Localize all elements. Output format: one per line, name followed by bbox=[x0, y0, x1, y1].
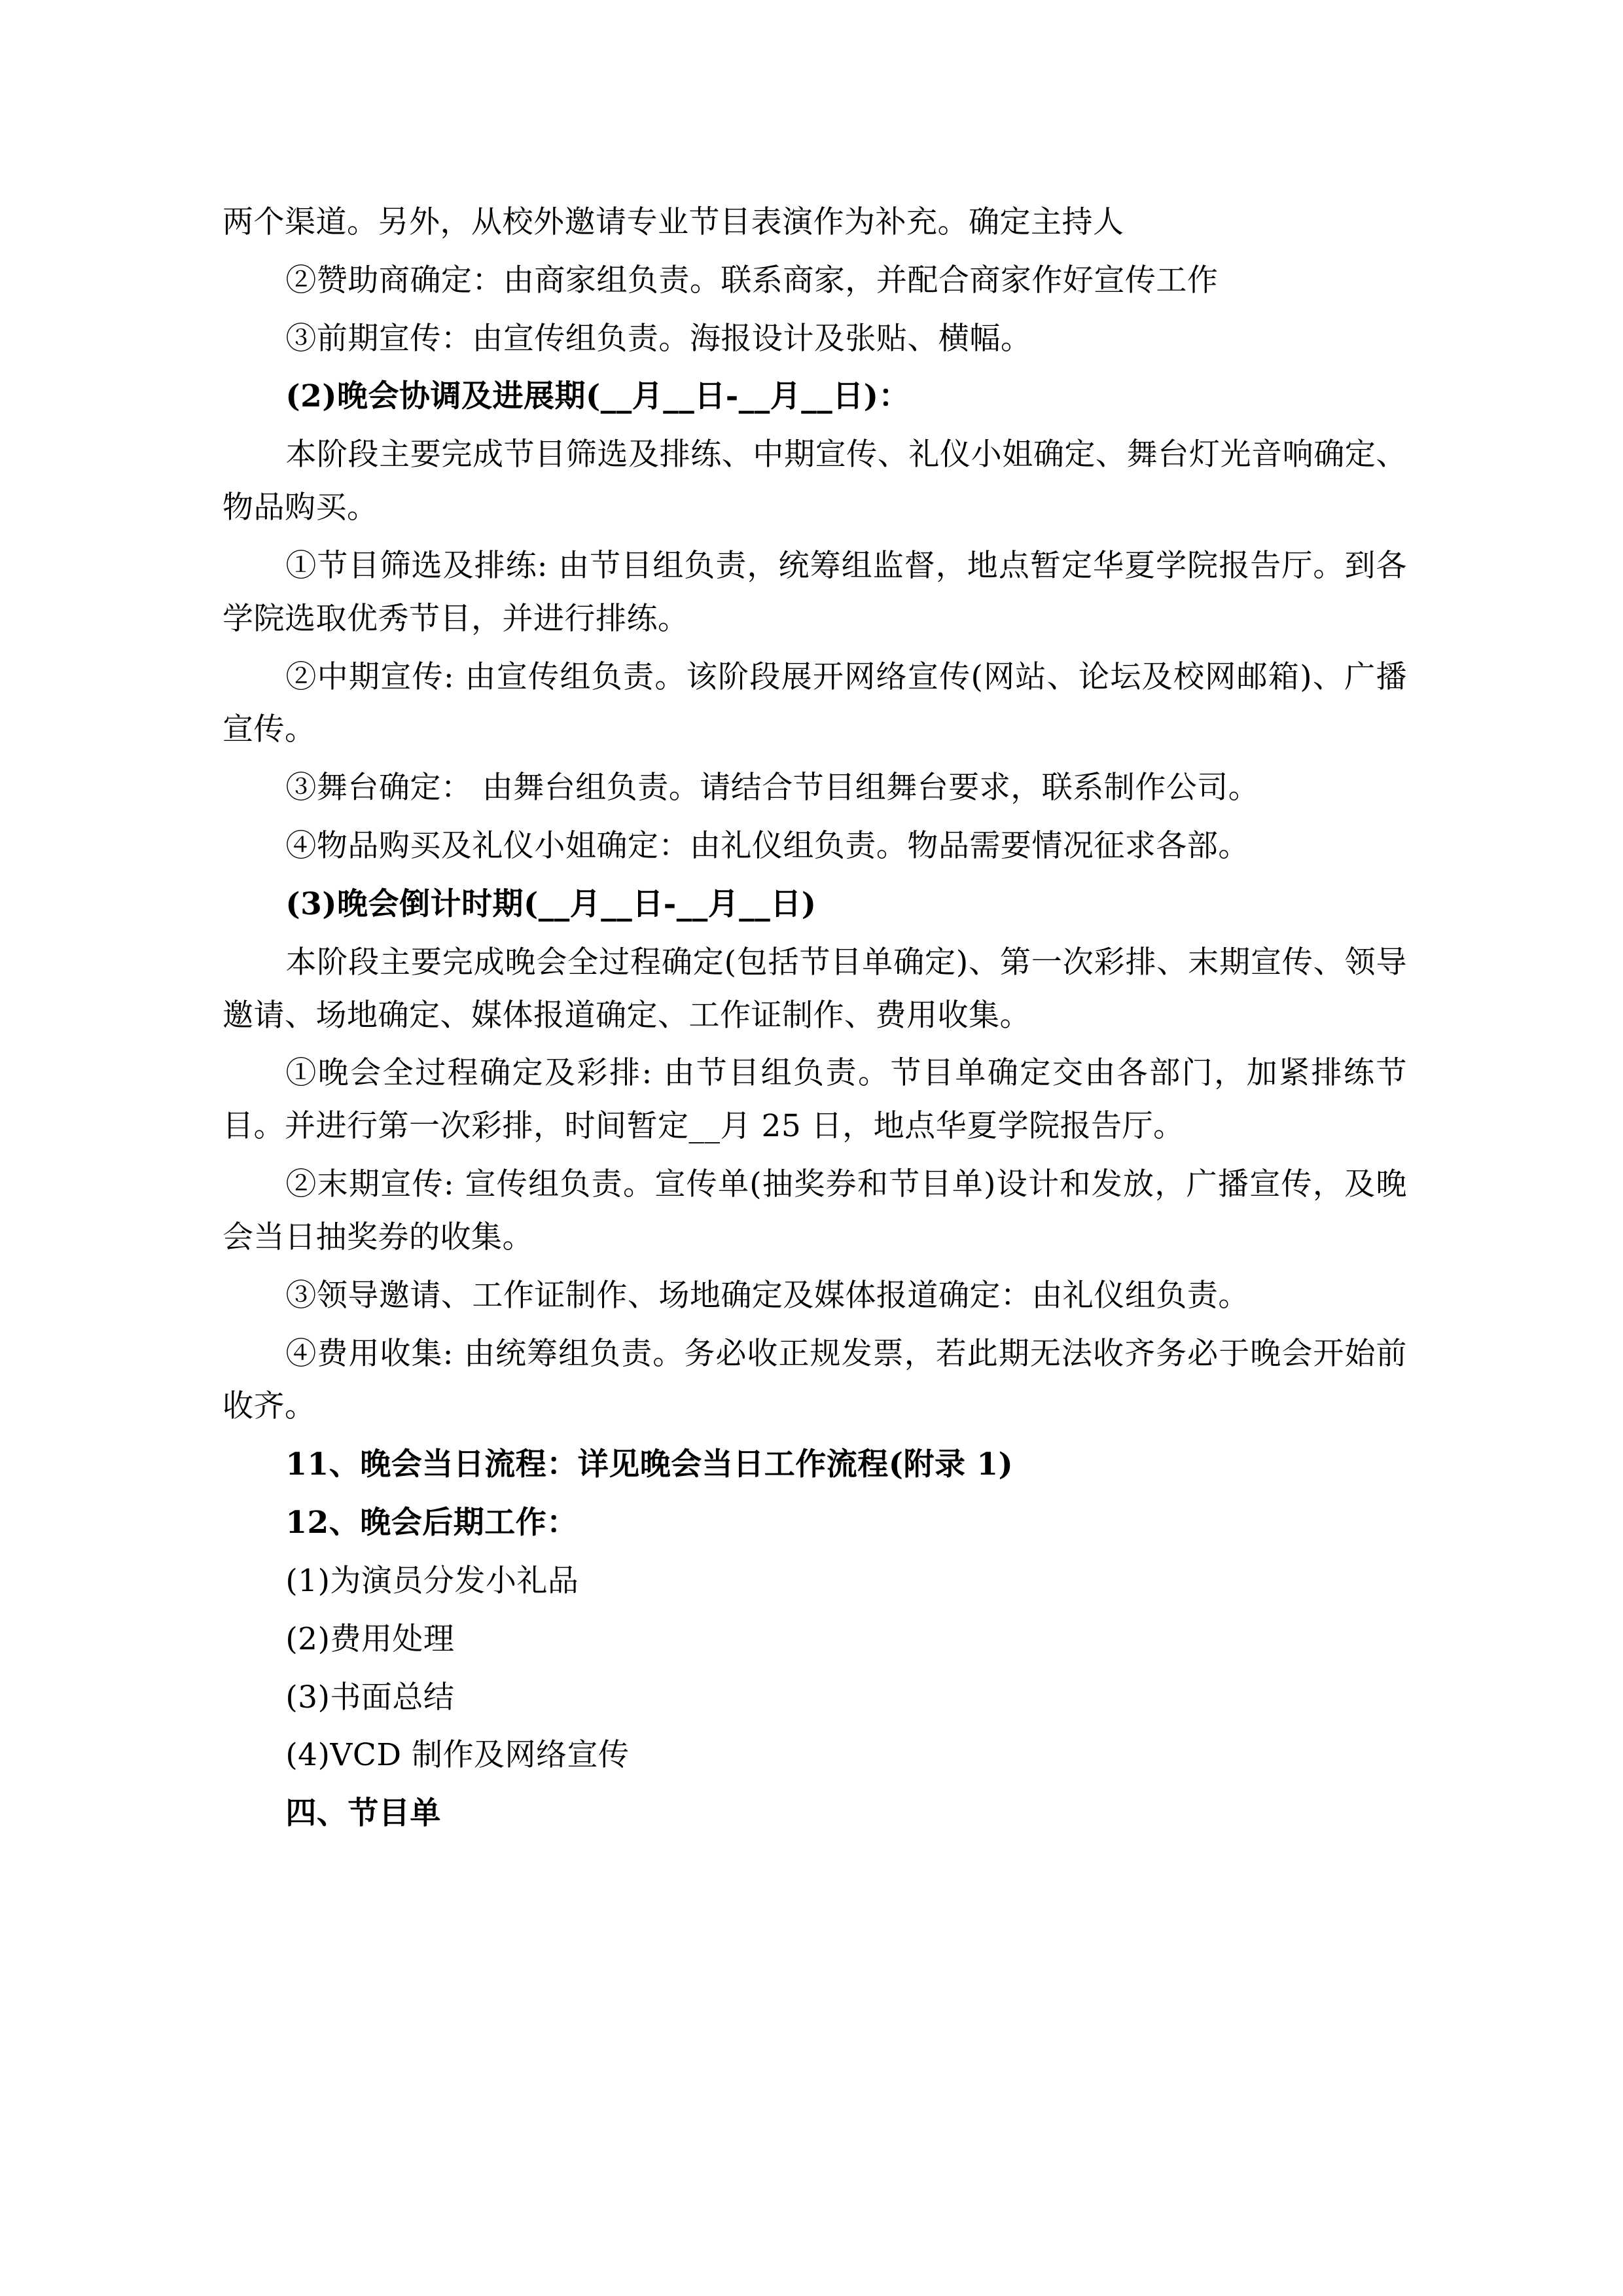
paragraph-p19: (2)费用处理 bbox=[285, 1621, 455, 1657]
paragraph-p15: ④费用收集: 由统筹组负责。务必收正规发票，若此期无法收齐务必于晚会开始前收齐。 bbox=[223, 1335, 1407, 1425]
paragraph-p4: (2)晚会协调及进展期(__月__日-__月__日)： bbox=[285, 378, 910, 415]
paragraph-p11: 本阶段主要完成晚会全过程确定(包括节目单确定)、第一次彩排、末期宣传、领导邀请、场地确定、媒体报道确定、工作证制作、费用收集。 bbox=[223, 944, 1407, 1033]
paragraph-p9: ④物品购买及礼仪小姐确定：由礼仪组负责。物品需要情况征求各部。 bbox=[285, 828, 1249, 865]
paragraph-p17: 12、晚会后期工作： bbox=[285, 1505, 578, 1541]
paragraph-p22: 四、节目单 bbox=[285, 1795, 441, 1832]
paragraph-p1: 两个渠道。另外，从校外邀请专业节目表演作为补充。确定主持人 bbox=[223, 204, 1124, 240]
paragraph-p21: (4)VCD 制作及网络宣传 bbox=[285, 1737, 630, 1774]
paragraph-p10: (3)晚会倒计时期(__月__日-__月__日) bbox=[285, 886, 817, 922]
paragraph-p18: (1)为演员分发小礼品 bbox=[285, 1562, 579, 1599]
paragraph-p2: ②赞助商确定：由商家组负责。联系商家，并配合商家作好宣传工作 bbox=[285, 262, 1219, 298]
paragraph-p8: ③舞台确定： 由舞台组负责。请结合节目组舞台要求，联系制作公司。 bbox=[285, 770, 1260, 806]
paragraph-p14: ③领导邀请、工作证制作、场地确定及媒体报道确定：由礼仪组负责。 bbox=[285, 1277, 1249, 1314]
paragraph-p13: ②末期宣传: 宣传组负责。宣传单(抽奖券和节目单)设计和发放，广播宣传，及晚会当日抽奖券的收集。 bbox=[223, 1166, 1407, 1255]
paragraph-p3: ③前期宣传：由宣传组负责。海报设计及张贴、横幅。 bbox=[285, 320, 1032, 357]
paragraph-p7: ②中期宣传: 由宣传组负责。该阶段展开网络宣传(网站、论坛及校网邮箱)、广播宣传。 bbox=[223, 658, 1407, 748]
paragraph-p5: 本阶段主要完成节目筛选及排练、中期宣传、礼仪小姐确定、舞台灯光音响确定、物品购买。 bbox=[223, 437, 1407, 526]
paragraph-p16: 11、晚会当日流程：详见晚会当日工作流程(附录 1) bbox=[285, 1446, 1014, 1483]
paragraph-p6: ①节目筛选及排练: 由节目组负责，统筹组监督，地点暂定华夏学院报告厅。到各学院选取优秀节目，并进行排练。 bbox=[223, 547, 1407, 637]
paragraph-p12: ①晚会全过程确定及彩排: 由节目组负责。节目单确定交由各部门，加紧排练节目。并进行第一次彩排，时间暂定__月 25 日，地点华夏学院报告厅。 bbox=[223, 1055, 1407, 1145]
paragraph-p20: (3)书面总结 bbox=[285, 1679, 455, 1715]
document-body bbox=[223, 196, 1407, 1840]
